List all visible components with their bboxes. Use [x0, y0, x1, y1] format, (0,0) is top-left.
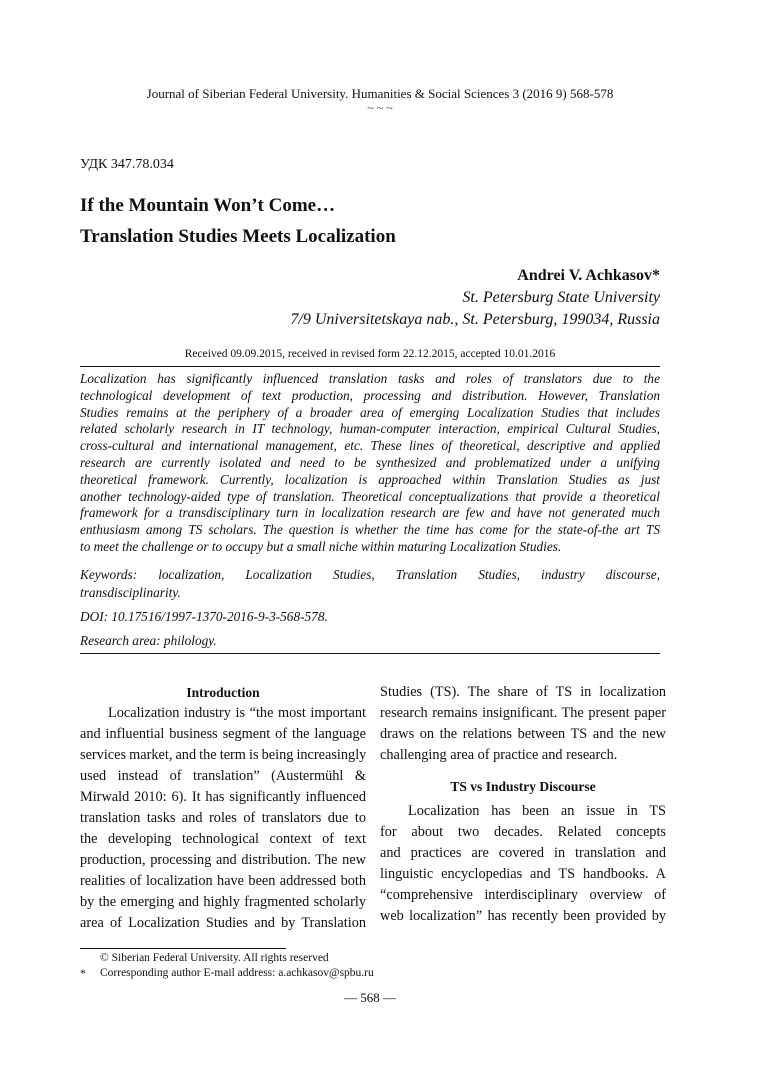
journal-header: Journal of Siberian Federal University. Humanities & Social Sciences 3 (2016 9) 568-578 [146, 86, 614, 101]
text-line: and practices are covered in translation and [380, 845, 666, 861]
text-line: research are currently isolated and need to be synthesized and problematized under a unifying [80, 454, 660, 470]
text-line: challenging area of practice and research. [380, 747, 618, 763]
author-affiliation: St. Petersburg State University [462, 289, 660, 306]
text-line: used instead of translation” (Austermühl & [80, 768, 366, 784]
divider-bottom [80, 653, 660, 654]
keywords-line-2: transdisciplinarity. [80, 585, 181, 600]
section-heading-ts-vs-industry: TS vs Industry Discourse [450, 779, 596, 794]
text-line: realities of localization have been addressed both [80, 873, 366, 889]
text-line: Localization has significantly influenced translation tasks and roles of translators due to the [80, 371, 660, 386]
header-ornament: ~ ~ ~ [367, 101, 393, 115]
author-address: 7/9 Universitetskaya nab., St. Petersburg, 199034, Russia [290, 311, 660, 328]
text-line: area of Localization Studies and by Translation [80, 915, 366, 931]
text-line: theoretical framework. Currently, localization is approached within Translation Studies as just [80, 471, 660, 487]
text-line: to meet the challenge or to occupy but a small niche within maturing Localization Studies. [80, 538, 562, 554]
text-line: Mirwald 2010: 6). It has significantly influenced [80, 789, 366, 805]
text-line: Localization has been an issue in TS [408, 803, 666, 819]
text-line: research remains insignificant. The present paper [380, 705, 666, 721]
text-line: for about two decades. Related concepts [380, 824, 666, 840]
text-line: translation tasks and roles of translators due to [80, 810, 366, 826]
text-line: the developing technological context of text [80, 831, 366, 847]
text-line: web localization” has recently been provided by [380, 908, 666, 924]
research-area: Research area: philology. [80, 633, 217, 648]
text-line: related scholarly research in IT technology, human-computer interaction, empirical Cultural Studies, [80, 421, 660, 437]
text-line: draws on the relations between TS and the new [380, 726, 666, 742]
text-line: enthusiasm among TS scholars. The question is whether the time has come for the state-of-the art TS [80, 522, 660, 538]
title-line-1: If the Mountain Won’t Come… [80, 195, 336, 216]
corresponding-author-note: Corresponding author E-mail address: a.achkasov@spbu.ru [100, 967, 374, 979]
text-line: Studies (TS). The share of TS in localization [380, 684, 666, 700]
footnote-star: * [80, 968, 86, 980]
text-line: and influential business segment of the language [80, 726, 366, 742]
text-line: cross-cultural and international management, etc. These lines of theoretical, descriptive and applied [80, 438, 660, 454]
footnote-rule [80, 948, 286, 949]
text-line: Studies remains at the periphery of a broader area of emerging Localization Studies that includes [80, 404, 660, 420]
text-line: by the emerging and highly fragmented scholarly [80, 894, 366, 910]
copyright-note: © Siberian Federal University. All rights reserved [100, 952, 329, 964]
doi: DOI: 10.17516/1997-1370-2016-9-3-568-578. [80, 609, 328, 624]
keywords-line-1: Keywords: localization, Localization Studies, Translation Studies, industry discourse, [80, 567, 660, 582]
divider-top [80, 366, 660, 367]
text-line: technological development of text production, processing and distribution. However, Translation [80, 387, 660, 403]
page-number: — 568 — [344, 990, 396, 1005]
udk-code: УДК 347.78.034 [80, 157, 174, 172]
section-heading-introduction: Introduction [186, 685, 260, 700]
text-line: Localization industry is “the most important [108, 705, 366, 721]
text-line: “comprehensive interdisciplinary overview of [380, 887, 666, 903]
text-line: another technology-aided type of translation. Theoretical conceptualizations that provide a theoretical [80, 488, 660, 504]
received-dates: Received 09.09.2015, received in revised form 22.12.2015, accepted 10.01.2016 [184, 348, 556, 360]
text-line: services market, and the term is being increasingly [80, 747, 366, 763]
author-name: Andrei V. Achkasov* [517, 267, 660, 284]
text-line: framework for a transdisciplinary turn in localization research are few and have not generated much [80, 505, 660, 521]
title-line-2: Translation Studies Meets Localization [80, 226, 396, 247]
text-line: production, processing and distribution. The new [80, 852, 366, 868]
abstract [80, 371, 660, 556]
column-left [80, 682, 366, 934]
column-right [380, 682, 666, 927]
text-line: linguistic encyclopedias and TS handbooks. A [380, 866, 666, 882]
